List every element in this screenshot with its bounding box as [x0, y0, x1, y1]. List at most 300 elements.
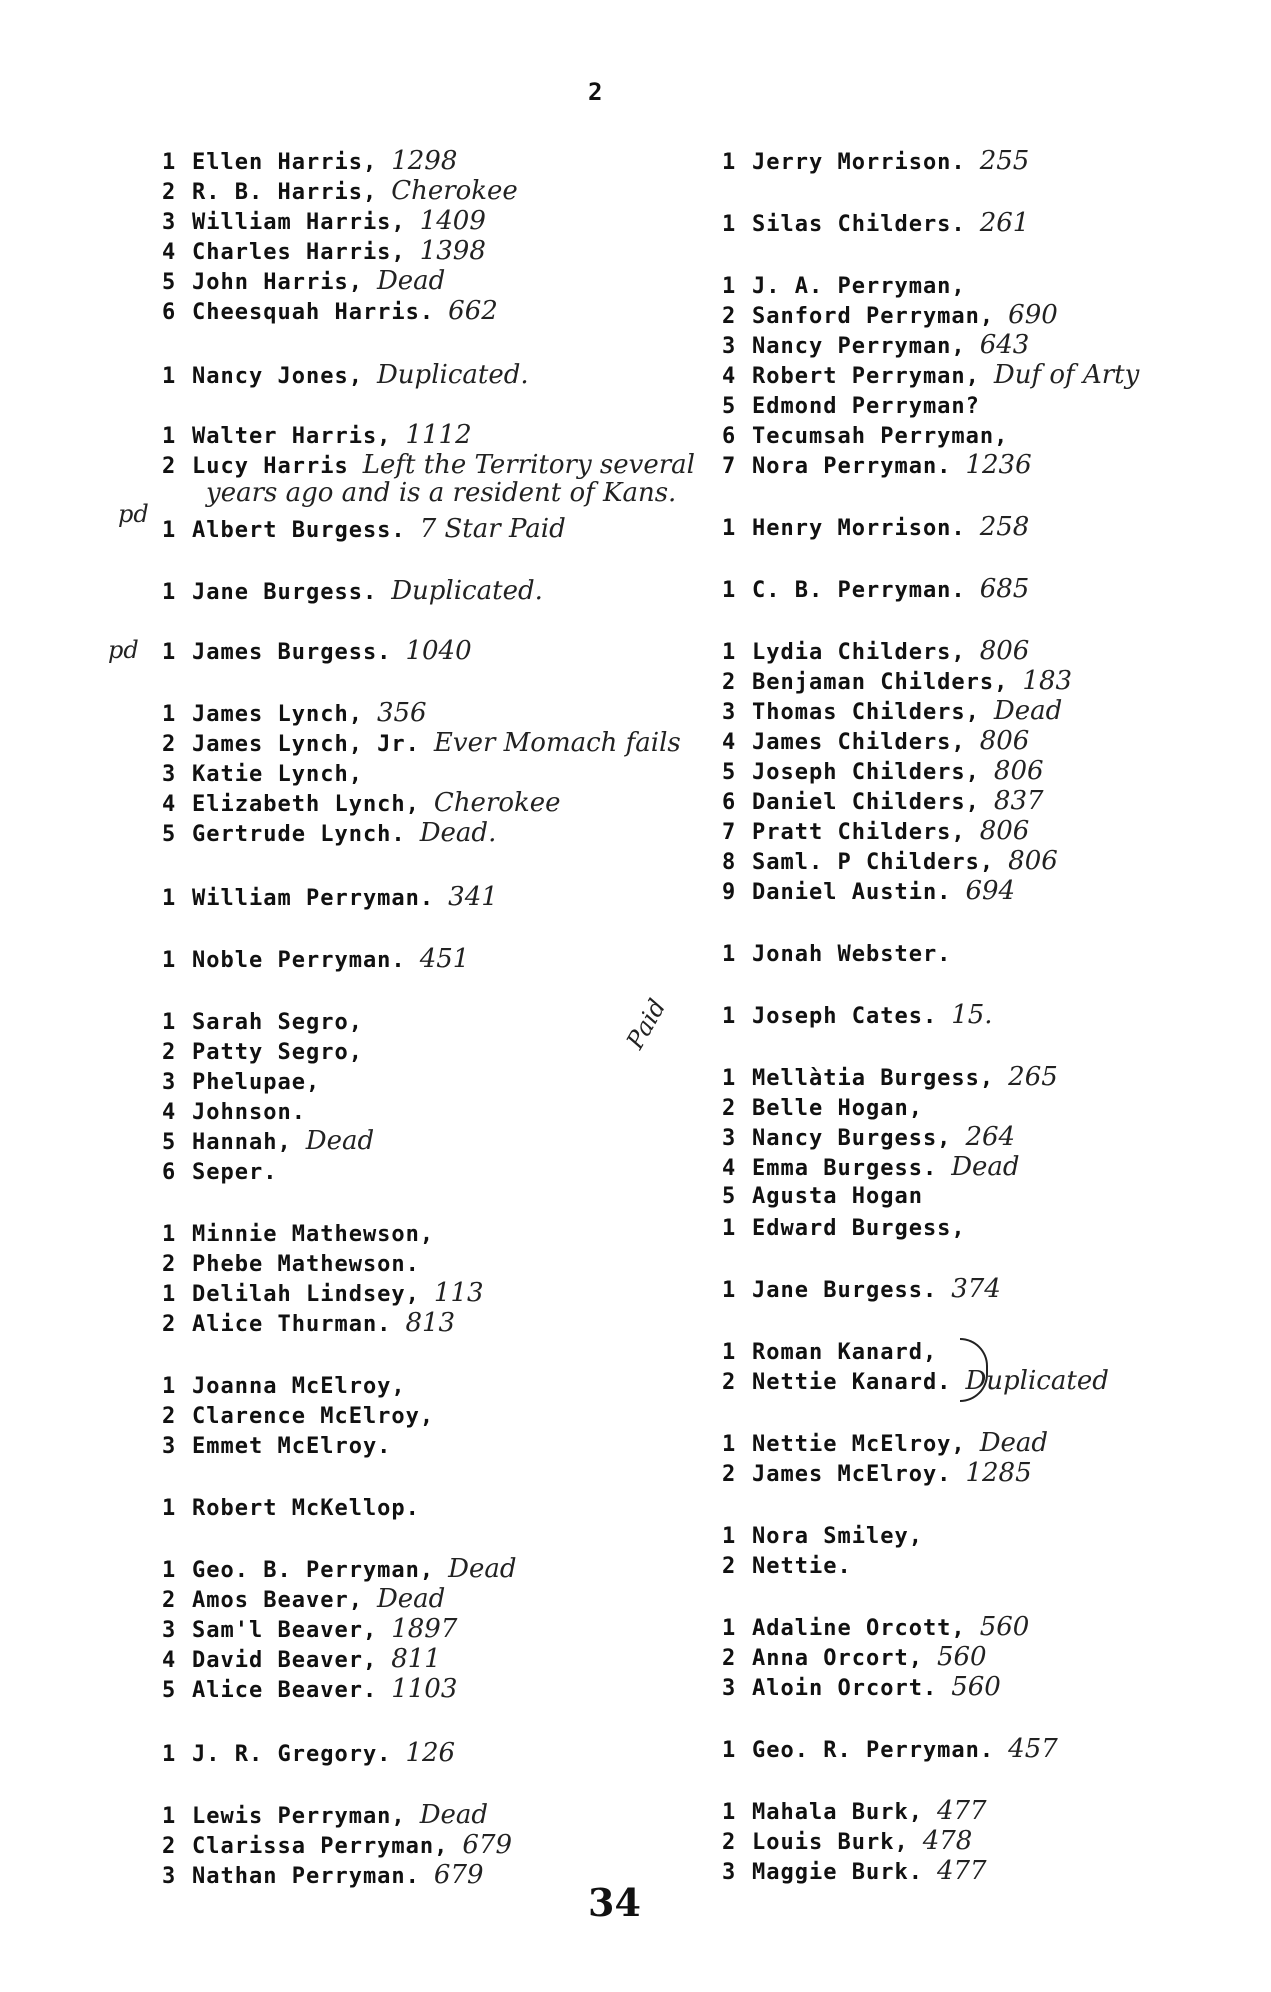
entry-name: Daniel Austin.	[752, 880, 952, 905]
entry-name: Nancy Jones,	[192, 364, 363, 389]
entry-number: 3	[722, 1126, 737, 1151]
entry-name: Phelupae,	[192, 1070, 321, 1095]
list-item	[162, 1220, 448, 1248]
entry-number: 1	[722, 1340, 737, 1365]
entry-number: 2	[162, 454, 177, 479]
list-item	[162, 790, 561, 818]
entry-name: Katie Lynch,	[192, 762, 363, 787]
entry-name: Tecumsah Perryman,	[752, 424, 1009, 449]
entry-number: 2	[722, 1096, 737, 1121]
entry-name: Jonah Webster.	[752, 942, 952, 967]
handwritten-note: 806	[979, 636, 1030, 666]
entry-name: Louis Burk,	[752, 1830, 909, 1855]
entry-name: James Lynch,	[192, 702, 363, 727]
entry-number: 1	[722, 640, 737, 665]
entry-name: Jerry Morrison.	[752, 150, 966, 175]
entry-number: 2	[162, 1404, 177, 1429]
entry-name: Nancy Burgess,	[752, 1126, 952, 1151]
entry-number: 1	[162, 1558, 177, 1583]
entry-number: 1	[722, 1066, 737, 1091]
entry-name: James Lynch, Jr.	[192, 732, 420, 757]
entry-number: 4	[722, 1156, 737, 1181]
entry-name: R. B. Harris,	[192, 180, 378, 205]
handwritten-note: 477	[936, 1856, 987, 1886]
list-item	[162, 268, 445, 296]
entry-name: Henry Morrison.	[752, 516, 966, 541]
list-item	[162, 362, 529, 390]
entry-number: 2	[722, 1462, 737, 1487]
entry-number: 1	[162, 580, 177, 605]
entry-name: J. R. Gregory.	[192, 1742, 392, 1767]
handwritten-note: 261	[979, 208, 1030, 238]
entry-number: 2	[162, 1588, 177, 1613]
entry-name: Daniel Childers,	[752, 790, 980, 815]
list-item	[162, 1432, 405, 1460]
entry-name: John Harris,	[192, 270, 363, 295]
entry-name: Cheesquah Harris.	[192, 300, 435, 325]
handwritten-note: 1409	[419, 206, 486, 236]
entry-number: 2	[722, 1830, 737, 1855]
entry-name: Nettie Kanard.	[752, 1370, 952, 1395]
handwritten-note: 356	[376, 698, 427, 728]
handwritten-note: 806	[1008, 846, 1058, 876]
list-item	[722, 452, 1032, 480]
entry-number: 1	[722, 1432, 737, 1457]
entry-number: 3	[162, 762, 177, 787]
entry-name: Gertrude Lynch.	[192, 822, 406, 847]
entry-number: 1	[162, 702, 177, 727]
entry-name: Emma Burgess.	[752, 1156, 938, 1181]
entry-number: 1	[162, 424, 177, 449]
entry-name: Benjaman Childers,	[752, 670, 1009, 695]
list-item	[722, 1674, 1001, 1702]
entry-name: Jane Burgess.	[192, 580, 378, 605]
entry-name: Nora Perryman.	[752, 454, 952, 479]
entry-name: Noble Perryman.	[192, 948, 406, 973]
list-item	[722, 1124, 1015, 1152]
list-item	[162, 946, 469, 974]
handwritten-note: Dead.	[419, 818, 497, 848]
entry-number: 2	[162, 1040, 177, 1065]
list-item	[162, 1676, 457, 1704]
entry-number: 2	[722, 1646, 737, 1671]
entry-number: 1	[162, 640, 177, 665]
handwritten-note: 690	[1008, 300, 1058, 330]
entry-number: 1	[722, 274, 737, 299]
entry-number: 1	[162, 364, 177, 389]
handwritten-note: 1040	[405, 636, 472, 666]
handwritten-note: 7 Star Paid	[419, 514, 566, 544]
entry-name: Mahala Burk,	[752, 1800, 923, 1825]
entry-number: 1	[722, 516, 737, 541]
entry-number: 3	[162, 1070, 177, 1095]
handwritten-note: 560	[979, 1612, 1030, 1642]
entry-number: 6	[722, 424, 737, 449]
handwritten-note: Dead	[419, 1800, 489, 1830]
list-item	[162, 422, 472, 450]
entry-number: 1	[162, 518, 177, 543]
list-item	[722, 668, 1072, 696]
entry-name: Ellen Harris,	[192, 150, 378, 175]
entry-name: Amos Beaver,	[192, 1588, 363, 1613]
entry-name: Delilah Lindsey,	[192, 1282, 420, 1307]
entry-number: 5	[162, 270, 177, 295]
list-item	[162, 760, 377, 788]
entry-name: Patty Segro,	[192, 1040, 363, 1065]
entry-number: 1	[722, 150, 737, 175]
entry-number: 5	[722, 394, 737, 419]
entry-number: 3	[722, 1860, 737, 1885]
entry-number: 1	[722, 942, 737, 967]
entry-name: Seper.	[192, 1160, 278, 1185]
list-item	[162, 1862, 484, 1890]
handwritten-note: 806	[979, 816, 1030, 846]
entry-name: Elizabeth Lynch,	[192, 792, 420, 817]
list-item	[162, 1646, 441, 1674]
list-item	[162, 1832, 512, 1860]
entry-name: Geo. R. Perryman.	[752, 1738, 995, 1763]
entry-number: 2	[162, 1312, 177, 1337]
handwritten-note: 806	[993, 756, 1044, 786]
list-item	[162, 238, 486, 266]
handwritten-note: Left the Territory several	[362, 450, 695, 480]
entry-number: 4	[162, 792, 177, 817]
list-item	[722, 148, 1029, 176]
entry-number: 1	[722, 1004, 737, 1029]
list-item	[162, 452, 695, 480]
handwritten-note: 662	[448, 296, 498, 326]
entry-name: Joseph Childers,	[752, 760, 980, 785]
entry-name: Walter Harris,	[192, 424, 392, 449]
list-item	[722, 698, 1062, 726]
entry-name: Maggie Burk.	[752, 1860, 923, 1885]
entry-number: 2	[722, 1554, 737, 1579]
entry-number: 1	[162, 150, 177, 175]
list-item	[162, 1250, 434, 1278]
entry-name: William Perryman.	[192, 886, 435, 911]
entry-name: Belle Hogan,	[752, 1096, 923, 1121]
handwritten-note: 478	[922, 1826, 973, 1856]
handwritten-note: Dead	[993, 696, 1063, 726]
list-item	[722, 1338, 951, 1366]
handwritten-note: 113	[433, 1278, 484, 1308]
handwritten-note: 685	[979, 574, 1030, 604]
entry-number: 9	[722, 880, 737, 905]
entry-number: 1	[722, 578, 737, 603]
handwritten-note: 1398	[419, 236, 486, 266]
entry-number: 1	[162, 886, 177, 911]
list-item	[722, 1736, 1058, 1764]
list-item	[722, 1798, 987, 1826]
list-item	[162, 298, 498, 326]
list-item	[162, 578, 543, 606]
list-item	[162, 700, 427, 728]
handwritten-note: 643	[979, 330, 1030, 360]
entry-name: William Harris,	[192, 210, 406, 235]
list-item	[722, 302, 1058, 330]
entry-number: 1	[722, 1524, 737, 1549]
list-item	[162, 1098, 320, 1126]
entry-name: Joseph Cates.	[752, 1004, 938, 1029]
list-item	[162, 1616, 457, 1644]
list-item	[162, 1068, 334, 1096]
entry-name: Alice Thurman.	[192, 1312, 392, 1337]
entry-name: James Burgess.	[192, 640, 392, 665]
handwritten-note: 255	[979, 146, 1030, 176]
entry-number: 3	[722, 1676, 737, 1701]
list-item	[162, 1802, 488, 1830]
entry-name: Roman Kanard,	[752, 1340, 938, 1365]
entry-name: Aloin Orcort.	[752, 1676, 938, 1701]
handwritten-note: Duplicated.	[376, 360, 529, 390]
entry-number: 1	[162, 1496, 177, 1521]
entry-name: James McElroy.	[752, 1462, 952, 1487]
list-item	[722, 1858, 987, 1886]
list-item	[162, 1310, 455, 1338]
entry-number: 7	[722, 454, 737, 479]
list-item	[722, 1430, 1048, 1458]
entry-number: 1	[162, 1282, 177, 1307]
entry-name: Alice Beaver.	[192, 1678, 378, 1703]
list-item	[162, 1586, 445, 1614]
list-item	[722, 210, 1029, 238]
list-item	[162, 884, 498, 912]
list-item	[162, 148, 457, 176]
entry-name: Lydia Childers,	[752, 640, 966, 665]
handwritten-note: 694	[965, 876, 1016, 906]
list-item	[722, 1182, 937, 1210]
handwritten-note: Duf of Arty	[993, 360, 1140, 390]
entry-name: Edward Burgess,	[752, 1216, 966, 1241]
list-item	[722, 1552, 866, 1580]
entry-number: 2	[162, 180, 177, 205]
entry-number: 1	[162, 1374, 177, 1399]
handwritten-note: Dead	[376, 1584, 446, 1614]
list-item	[722, 758, 1044, 786]
handwritten-note: 374	[951, 1274, 1001, 1304]
list-item	[162, 730, 681, 758]
entry-number: 1	[722, 1616, 737, 1641]
entry-name: Mellàtia Burgess,	[752, 1066, 995, 1091]
handwritten-note: Ever Momach fails	[433, 728, 681, 758]
handwritten-note: 477	[936, 1796, 987, 1826]
handwritten-note: years ago and is a resident of Kans.	[206, 478, 677, 508]
entry-number: 3	[162, 1434, 177, 1459]
entry-number: 2	[722, 1370, 737, 1395]
entry-number: 1	[722, 1800, 737, 1825]
entry-number: 4	[722, 730, 737, 755]
entry-number: 5	[162, 822, 177, 847]
entry-name: Albert Burgess.	[192, 518, 406, 543]
entry-name: Lewis Perryman,	[192, 1804, 406, 1829]
handwritten-note: Dead	[448, 1554, 517, 1584]
entry-name: Johnson.	[192, 1100, 306, 1125]
list-item	[722, 788, 1044, 816]
list-item	[722, 362, 1139, 390]
handwritten-note: 341	[448, 882, 498, 912]
list-item	[722, 1094, 937, 1122]
handwritten-note: Dead	[305, 1126, 375, 1156]
entry-name: Joanna McElroy,	[192, 1374, 406, 1399]
list-item	[722, 1522, 937, 1550]
entry-name: Charles Harris,	[192, 240, 406, 265]
entry-name: Robert Perryman,	[752, 364, 980, 389]
margin-note-paid-2: pd	[108, 636, 139, 664]
handwritten-note: Cherokee	[433, 788, 561, 818]
list-item	[162, 1280, 484, 1308]
list-item	[162, 1494, 434, 1522]
list-item	[162, 820, 496, 848]
list-item	[722, 848, 1058, 876]
handwritten-note: 837	[993, 786, 1044, 816]
list-item	[162, 1038, 377, 1066]
list-item	[722, 1368, 1109, 1396]
entry-name: Agusta Hogan	[752, 1184, 923, 1209]
handwritten-note: 806	[979, 726, 1030, 756]
entry-name: Pratt Childers,	[752, 820, 966, 845]
list-item	[162, 480, 676, 508]
entry-name: Edmond Perryman?	[752, 394, 980, 419]
handwritten-note: 560	[936, 1642, 987, 1672]
entry-number: 1	[722, 212, 737, 237]
list-item	[162, 516, 566, 544]
handwritten-note: Dead	[376, 266, 446, 296]
list-item	[722, 422, 1022, 450]
entry-number: 3	[162, 1864, 177, 1889]
handwritten-note: Cherokee	[391, 176, 518, 206]
list-item	[722, 878, 1015, 906]
entry-name: Nancy Perryman,	[752, 334, 966, 359]
handwritten-note: 126	[405, 1738, 456, 1768]
entry-name: Sarah Segro,	[192, 1010, 363, 1035]
entry-name: Robert McKellop.	[192, 1496, 420, 1521]
handwritten-note: Dead	[951, 1152, 1020, 1182]
entry-name: J. A. Perryman,	[752, 274, 966, 299]
entry-name: Sanford Perryman,	[752, 304, 995, 329]
list-item	[722, 1002, 993, 1030]
list-item	[722, 576, 1029, 604]
list-item	[722, 1064, 1058, 1092]
list-item	[722, 1644, 987, 1672]
entry-number: 6	[162, 1160, 177, 1185]
entry-name: David Beaver,	[192, 1648, 378, 1673]
entry-name: Clarence McElroy,	[192, 1404, 435, 1429]
handwritten-note: 811	[391, 1644, 441, 1674]
entry-number: 1	[162, 1010, 177, 1035]
list-item	[722, 940, 965, 968]
entry-number: 2	[162, 1252, 177, 1277]
entry-number: 3	[162, 210, 177, 235]
entry-number: 6	[722, 790, 737, 815]
list-item	[722, 728, 1029, 756]
list-item	[162, 208, 486, 236]
list-item	[722, 392, 994, 420]
list-item	[722, 1828, 972, 1856]
handwritten-note: 183	[1022, 666, 1073, 696]
handwritten-note: 679	[433, 1860, 484, 1890]
entry-number: 2	[162, 732, 177, 757]
margin-note-paid-1: pd	[118, 500, 149, 528]
entry-number: 2	[722, 304, 737, 329]
list-item	[162, 1372, 420, 1400]
entry-number: 4	[162, 1100, 177, 1125]
entry-number: 3	[722, 334, 737, 359]
handwritten-note: Duplicated.	[391, 576, 543, 606]
entry-number: 1	[162, 948, 177, 973]
list-item	[722, 1460, 1032, 1488]
entry-name: Nettie McElroy,	[752, 1432, 966, 1457]
list-item	[722, 818, 1029, 846]
entry-name: Adaline Orcott,	[752, 1616, 966, 1641]
list-item	[722, 332, 1029, 360]
handwritten-note: 457	[1008, 1734, 1058, 1764]
page-number: 2	[588, 78, 603, 106]
handwritten-note: 679	[462, 1830, 513, 1860]
list-item	[162, 178, 518, 206]
list-item	[722, 1214, 980, 1242]
entry-number: 5	[162, 1130, 177, 1155]
entry-number: 1	[162, 1804, 177, 1829]
entry-name: Clarissa Perryman,	[192, 1834, 449, 1859]
handwritten-note: 1897	[391, 1614, 458, 1644]
handwritten-note: 1236	[965, 450, 1032, 480]
list-item	[162, 1740, 455, 1768]
list-item	[162, 1128, 374, 1156]
entry-name: Thomas Childers,	[752, 700, 980, 725]
list-item	[162, 1402, 448, 1430]
entry-number: 2	[722, 670, 737, 695]
entry-number: 3	[722, 700, 737, 725]
entry-number: 1	[722, 1278, 737, 1303]
entry-name: Silas Childers.	[752, 212, 966, 237]
handwritten-note: Duplicated	[965, 1366, 1109, 1396]
entry-name: C. B. Perryman.	[752, 578, 966, 603]
entry-name: Nettie.	[752, 1554, 852, 1579]
list-item	[162, 638, 472, 666]
handwritten-note: 451	[419, 944, 470, 974]
entry-number: 1	[162, 1742, 177, 1767]
handwritten-note: 1298	[391, 146, 458, 176]
entry-name: Geo. B. Perryman,	[192, 1558, 435, 1583]
handwritten-note: Dead	[979, 1428, 1049, 1458]
entry-name: Phebe Mathewson.	[192, 1252, 420, 1277]
entry-name: James Childers,	[752, 730, 966, 755]
entry-name: Hannah,	[192, 1130, 292, 1155]
entry-number: 5	[722, 760, 737, 785]
entry-number: 1	[722, 1216, 737, 1241]
handwritten-note: 1285	[965, 1458, 1032, 1488]
footer-number: 34	[588, 1880, 641, 1925]
entry-name: Minnie Mathewson,	[192, 1222, 435, 1247]
list-item	[162, 1556, 517, 1584]
entry-name: Nathan Perryman.	[192, 1864, 420, 1889]
entry-number: 6	[162, 300, 177, 325]
list-item	[722, 1276, 1001, 1304]
entry-number: 3	[162, 1618, 177, 1643]
entry-number: 4	[162, 1648, 177, 1673]
entry-name: Lucy Harris	[192, 454, 349, 479]
entry-number: 5	[162, 1678, 177, 1703]
entry-number: 4	[162, 240, 177, 265]
list-item	[722, 1154, 1020, 1182]
handwritten-note: 265	[1008, 1062, 1058, 1092]
handwritten-note: 1112	[405, 420, 472, 450]
entry-number: 1	[162, 1222, 177, 1247]
list-item	[722, 514, 1029, 542]
margin-note-paid-3: Paid	[620, 994, 672, 1054]
list-item	[162, 1158, 291, 1186]
entry-name: Anna Orcort,	[752, 1646, 923, 1671]
